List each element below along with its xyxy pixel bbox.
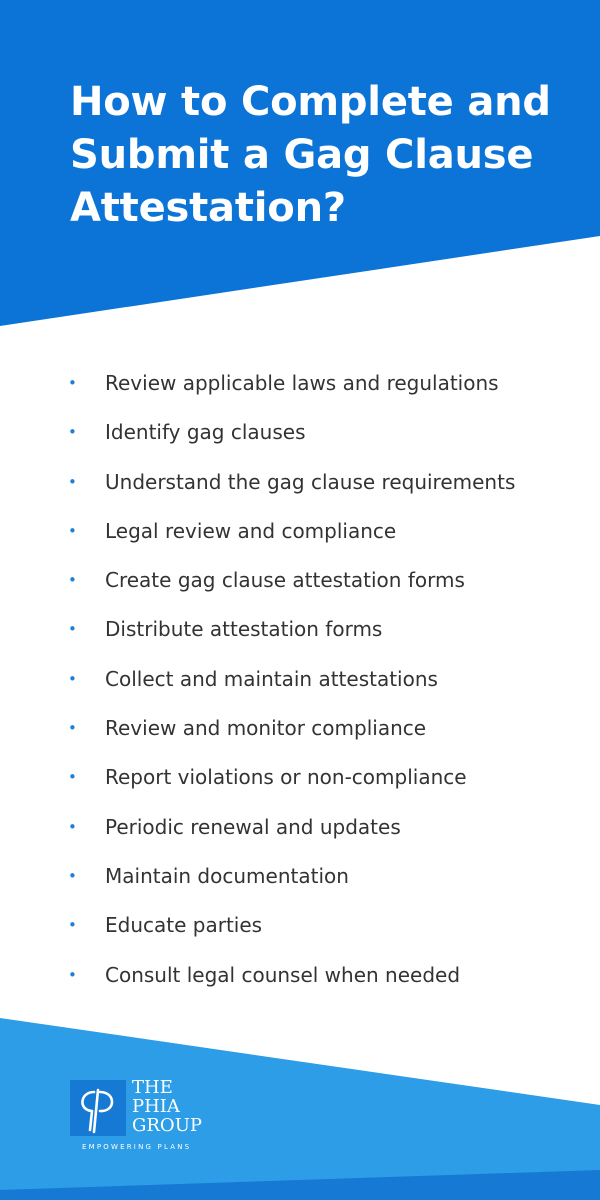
logo-line-the: THE (132, 1077, 173, 1098)
phia-group-logo (70, 1077, 220, 1155)
list-item-text: Educate parties (105, 913, 263, 938)
bullet-icon: • (68, 817, 77, 836)
phia-p-logo-icon (70, 1080, 126, 1136)
list-item (66, 366, 515, 415)
bullet-icon: • (68, 571, 77, 590)
logo-line-group: GROUP (132, 1115, 202, 1136)
bullet-icon: • (68, 669, 77, 688)
list-item-text: Understand the gag clause requirements (105, 469, 516, 494)
logo-wordmark (132, 1078, 202, 1135)
bullet-icon: • (68, 768, 77, 787)
list-item (66, 958, 515, 1007)
list-item (66, 563, 515, 612)
list-item-text: Create gag clause attestation forms (105, 568, 465, 593)
list-item-text: Review applicable laws and regulations (105, 371, 499, 395)
bullet-icon: • (68, 965, 77, 984)
list-item-text: Maintain documentation (105, 863, 349, 888)
bullet-icon: • (68, 423, 77, 442)
list-item (66, 612, 515, 661)
list-item-text: Distribute attestation forms (105, 617, 383, 642)
list-item (66, 415, 515, 464)
list-item-text: Review and monitor compliance (105, 716, 427, 741)
list-item-text: Collect and maintain attestations (105, 666, 438, 691)
bullet-icon: • (68, 866, 77, 885)
list-item (66, 465, 515, 514)
list-item (66, 908, 515, 957)
bullet-icon: • (68, 472, 77, 491)
bullet-icon: • (68, 374, 77, 392)
list-item (66, 711, 515, 760)
list-item-text: Consult legal counsel when needed (105, 962, 461, 987)
list-item (66, 662, 515, 711)
list-item-text: Periodic renewal and updates (105, 814, 401, 839)
page-title: How to Complete and Submit a Gag Clause Attestation? (70, 79, 551, 231)
bullet-icon: • (68, 719, 77, 738)
list-item-text: Identify gag clauses (105, 420, 306, 445)
list-item (66, 810, 515, 859)
list-item-text: Legal review and compliance (105, 518, 397, 543)
list-item (66, 514, 515, 563)
list-item (66, 760, 515, 809)
logo-tagline: EMPOWERING PLANS (82, 1143, 192, 1151)
bullet-icon: • (68, 620, 77, 639)
steps-list (66, 366, 515, 1007)
list-item (66, 859, 515, 908)
bullet-icon: • (68, 916, 77, 935)
logo-line-phia: PHIA (132, 1096, 180, 1117)
bullet-icon: • (68, 521, 77, 540)
list-item-text: Report violations or non-compliance (105, 765, 467, 790)
